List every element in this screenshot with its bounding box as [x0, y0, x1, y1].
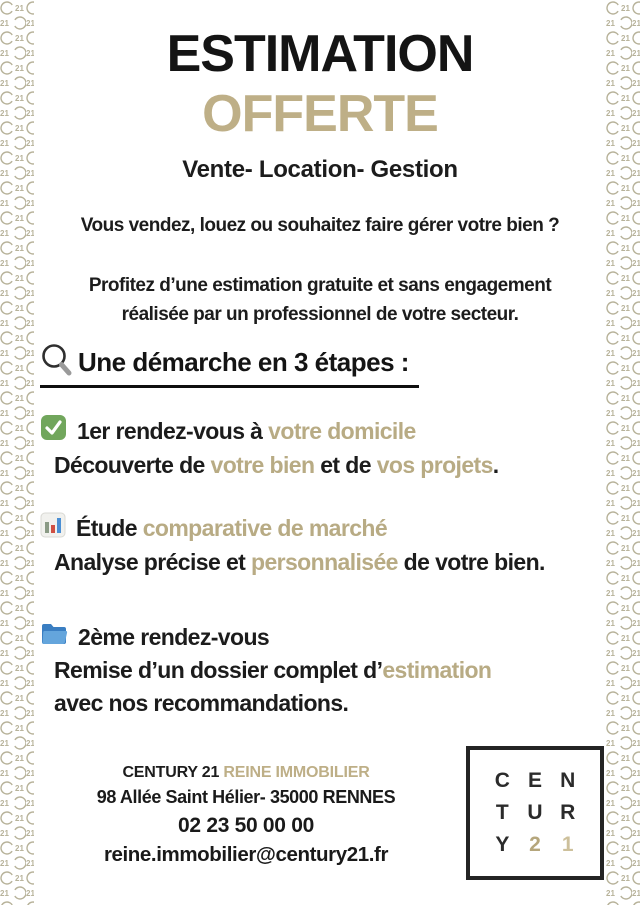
steps-heading-label: Une démarche en 3 étapes :: [78, 347, 409, 378]
century21-pattern-border-right: [606, 0, 640, 905]
step-1-title: 1er rendez-vous à votre domicile: [40, 414, 606, 449]
agency-phone: 02 23 50 00 00: [178, 813, 314, 837]
step-3-description-line2: avec nos recommandations.: [54, 689, 349, 716]
services-subtitle: Vente- Location- Gestion: [182, 156, 458, 184]
footer: [34, 746, 606, 880]
agency-address: 98 Allée Saint Hélier- 35000 RENNES: [96, 786, 396, 807]
bar-chart-icon: [40, 512, 66, 546]
step-2: [40, 512, 606, 579]
step-2-description: Analyse précise et personnalisée de votre bien.: [54, 548, 545, 575]
century21-pattern-border-left: [0, 0, 34, 905]
intro-paragraph-line2: réalisée par un professionnel de votre secteur.: [121, 303, 519, 325]
page-title: ESTIMATION: [166, 25, 474, 83]
step-3-description-line1: Remise d’un dossier complet d’estimation: [54, 657, 492, 684]
check-icon: [40, 414, 67, 449]
page-title-accent: OFFERTE: [202, 85, 438, 144]
intro-question: Vous vendez, louez ou souhaitez faire gérer votre bien ?: [80, 215, 560, 237]
steps-list: [34, 414, 606, 719]
step-1-description: Découverte de votre bien et de vos projets.: [54, 452, 499, 479]
step-1: [40, 414, 606, 482]
intro-paragraph-line1: Profitez d’une estimation gratuite et sans engagement: [88, 275, 552, 297]
agency-email: reine.immobilier@century21.fr: [103, 842, 389, 866]
century21-logo: C E N T U R Y 2 1: [466, 746, 604, 880]
folder-icon: [40, 622, 68, 654]
step-3-title: 2ème rendez-vous: [40, 622, 606, 654]
steps-heading: [34, 342, 606, 388]
intro-paragraph: [34, 272, 606, 329]
agency-name: CENTURY 21 REINE IMMOBILIER: [122, 763, 370, 781]
step-3: [40, 622, 606, 719]
agency-contact-block: [34, 746, 458, 867]
step-2-title: Étude comparative de marché: [40, 512, 606, 546]
magnifier-icon: [40, 342, 74, 383]
